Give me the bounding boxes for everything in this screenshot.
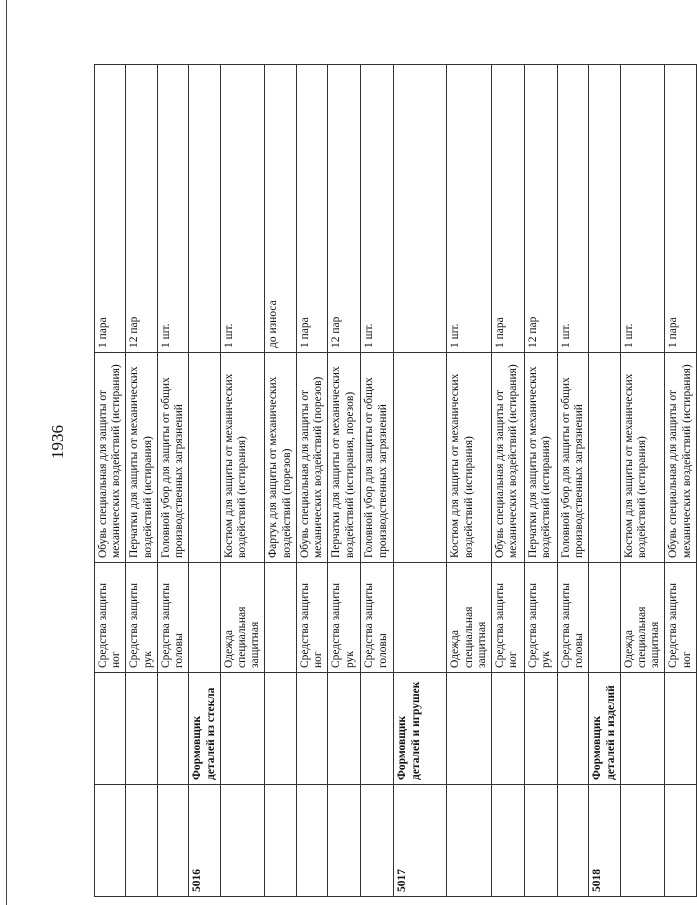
cell-quantity: 1 пара xyxy=(491,65,524,353)
cell-profession xyxy=(447,673,492,785)
cell-profession xyxy=(95,673,126,785)
table-row xyxy=(524,65,557,897)
cell-category: Средства защиты ног xyxy=(491,563,524,673)
page-number: 1936 xyxy=(48,425,67,459)
cell-item: Фартук для защиты от механических воздействий (порезов) xyxy=(265,353,296,563)
cell-item: Перчатки для защиты от механических воздействий (истирания, порезов) xyxy=(328,353,361,563)
table-row xyxy=(126,65,157,897)
cell-category: Средства защиты головы xyxy=(157,563,188,673)
cell-code: 5018 xyxy=(589,785,620,897)
cell-item: Обувь специальная для защиты от механических воздействий (истирания) xyxy=(491,353,524,563)
cell-code xyxy=(95,785,126,897)
cell-category: Средства защиты рук xyxy=(126,563,157,673)
cell-category: Средства защиты ног xyxy=(95,563,126,673)
table-row xyxy=(296,65,327,897)
cell-code xyxy=(447,785,492,897)
cell-item: Костюм для защиты от механических воздействий (истирания) xyxy=(447,353,492,563)
cell-category xyxy=(394,563,447,673)
cell-code xyxy=(328,785,361,897)
cell-item: Обувь специальная для защиты от механических воздействий (истирания) xyxy=(95,353,126,563)
cell-item: Обувь специальная для защиты от механических воздействий (порезов) xyxy=(296,353,327,563)
cell-quantity: 1 шт. xyxy=(361,65,394,353)
cell-item: Костюм для защиты от механических воздействий (истирания) xyxy=(620,353,665,563)
table-row xyxy=(665,65,696,897)
cell-code xyxy=(620,785,665,897)
table-row xyxy=(265,65,296,897)
cell-code xyxy=(557,785,588,897)
cell-profession xyxy=(524,673,557,785)
cell-profession xyxy=(126,673,157,785)
cell-code xyxy=(665,785,696,897)
table-row xyxy=(394,65,447,897)
cell-code: 5016 xyxy=(189,785,220,897)
cell-code xyxy=(265,785,296,897)
cell-quantity: 1 пара xyxy=(665,65,696,353)
cell-quantity xyxy=(394,65,447,353)
cell-quantity xyxy=(189,65,220,353)
cell-profession xyxy=(665,673,696,785)
cell-profession xyxy=(491,673,524,785)
cell-profession xyxy=(361,673,394,785)
page-border-line xyxy=(6,0,7,905)
cell-category: Средства защиты рук xyxy=(328,563,361,673)
cell-item: Головной убор для защиты от общих производственных загрязнений xyxy=(557,353,588,563)
cell-item xyxy=(189,353,220,563)
cell-item: Обувь специальная для защиты от механических воздействий (истирания) xyxy=(665,353,696,563)
cell-profession xyxy=(220,673,265,785)
cell-profession xyxy=(265,673,296,785)
table-row xyxy=(157,65,188,897)
cell-category xyxy=(589,563,620,673)
cell-code xyxy=(524,785,557,897)
table-row xyxy=(95,65,126,897)
rotated-table-block xyxy=(94,65,693,897)
cell-code xyxy=(220,785,265,897)
cell-profession: Формовщик деталей из стекла xyxy=(189,673,220,785)
cell-quantity: до износа xyxy=(265,65,296,353)
cell-code xyxy=(361,785,394,897)
cell-quantity: 1 шт. xyxy=(447,65,492,353)
cell-quantity: 1 пара xyxy=(296,65,327,353)
cell-code xyxy=(491,785,524,897)
cell-item: Костюм для защиты от механических воздействий (истирания) xyxy=(220,353,265,563)
cell-quantity xyxy=(589,65,620,353)
table-row xyxy=(557,65,588,897)
cell-category: Средства защиты рук xyxy=(524,563,557,673)
cell-category: Средства защиты ног xyxy=(296,563,327,673)
cell-profession xyxy=(157,673,188,785)
table-row xyxy=(447,65,492,897)
table-row xyxy=(620,65,665,897)
cell-category: Средства защиты ног xyxy=(665,563,696,673)
cell-profession xyxy=(620,673,665,785)
cell-code xyxy=(157,785,188,897)
cell-category: Одежда специальная защитная xyxy=(447,563,492,673)
cell-profession xyxy=(557,673,588,785)
table-row xyxy=(361,65,394,897)
cell-quantity: 1 шт. xyxy=(557,65,588,353)
cell-item: Перчатки для защиты от механических воздействий (истирания) xyxy=(524,353,557,563)
cell-category: Одежда специальная защитная xyxy=(220,563,265,673)
cell-code: 5017 xyxy=(394,785,447,897)
cell-quantity: 12 пар xyxy=(126,65,157,353)
cell-profession: Формовщик деталей и игрушек xyxy=(394,673,447,785)
cell-quantity: 1 шт. xyxy=(620,65,665,353)
cell-category: Одежда специальная защитная xyxy=(620,563,665,673)
cell-item: Головной убор для защиты от общих производственных загрязнений xyxy=(361,353,394,563)
cell-profession xyxy=(328,673,361,785)
table-row xyxy=(328,65,361,897)
table-row xyxy=(589,65,620,897)
cell-code xyxy=(296,785,327,897)
cell-item: Перчатки для защиты от механических воздействий (истирания) xyxy=(126,353,157,563)
cell-quantity: 12 пар xyxy=(328,65,361,353)
cell-quantity: 12 пар xyxy=(524,65,557,353)
cell-code xyxy=(126,785,157,897)
cell-quantity: 1 пара xyxy=(95,65,126,353)
ppe-table xyxy=(94,64,697,897)
cell-category xyxy=(189,563,220,673)
cell-quantity: 1 шт. xyxy=(220,65,265,353)
cell-profession xyxy=(296,673,327,785)
cell-item: Головной убор для защиты от общих производственных загрязнений xyxy=(157,353,188,563)
cell-category xyxy=(265,563,296,673)
table-row xyxy=(189,65,220,897)
cell-category: Средства защиты головы xyxy=(361,563,394,673)
cell-profession: Формовщик деталей и изделий xyxy=(589,673,620,785)
cell-item xyxy=(589,353,620,563)
table-row xyxy=(491,65,524,897)
cell-category: Средства защиты головы xyxy=(557,563,588,673)
table-row xyxy=(220,65,265,897)
cell-item xyxy=(394,353,447,563)
cell-quantity: 1 шт. xyxy=(157,65,188,353)
